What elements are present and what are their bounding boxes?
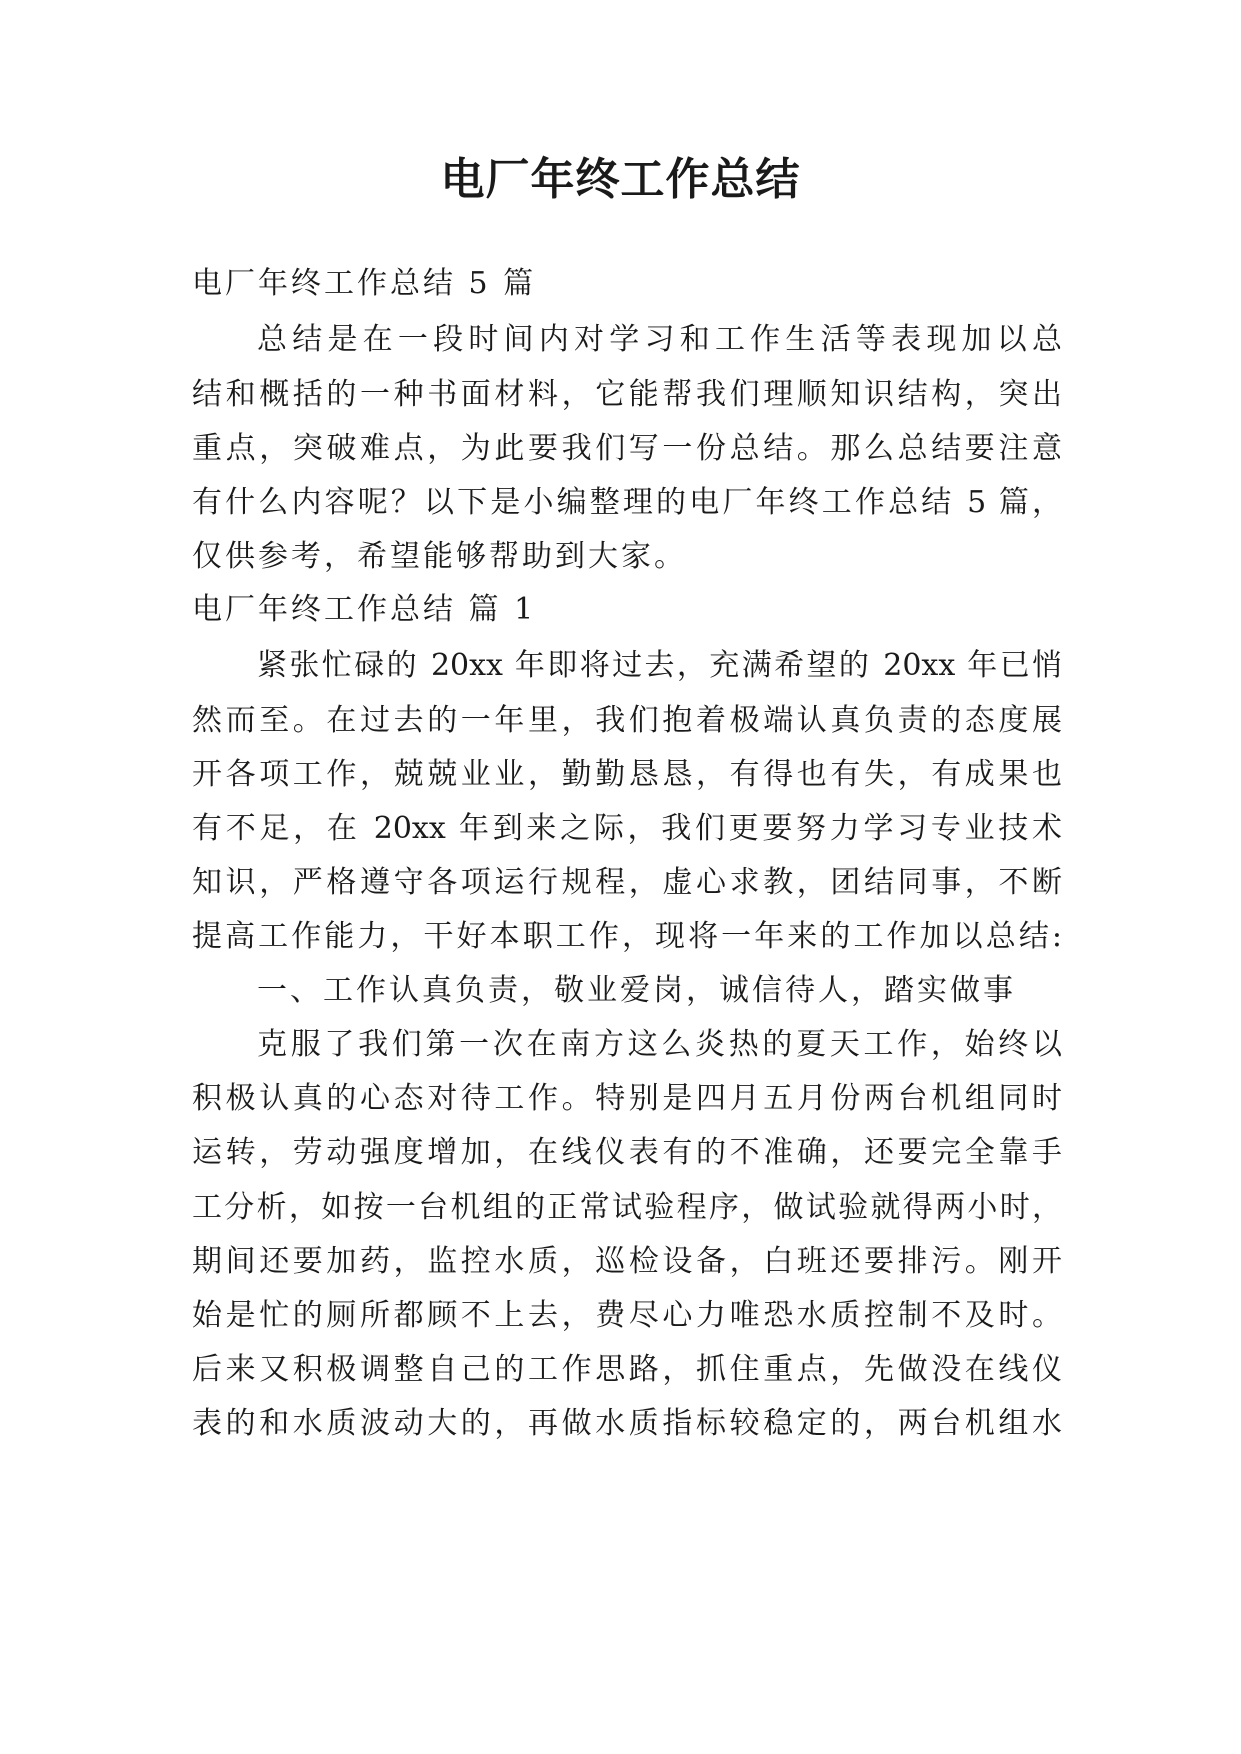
paragraph-line: 提高工作能力，干好本职工作，现将一年来的工作加以总结: (192, 919, 1062, 954)
paragraph-line: 总结是在一段时间内对学习和工作生活等表现加以总 (257, 322, 1062, 357)
paragraph-line: 积极认真的心态对待工作。特别是四月五月份两台机组同时 (192, 1081, 1062, 1116)
paragraph-line: 运转，劳动强度增加，在线仪表有的不准确，还要完全靠手 (192, 1135, 1062, 1170)
paragraph-line: 表的和水质波动大的，再做水质指标较稳定的，两台机组水 (192, 1406, 1062, 1441)
paragraph-line: 后来又积极调整自己的工作思路，抓住重点，先做没在线仪 (192, 1352, 1062, 1387)
paragraph-line: 期间还要加药，监控水质，巡检设备，白班还要排污。刚开 (192, 1244, 1062, 1279)
paragraph-line: 工分析，如按一台机组的正常试验程序，做试验就得两小时， (192, 1190, 1062, 1225)
subsection-heading: 一、工作认真负责，敬业爱岗，诚信待人，踏实做事 (257, 973, 1016, 1008)
paragraph-line: 仅供参考，希望能够帮助到大家。 (192, 539, 687, 574)
paragraph-line: 始是忙的厕所都顾不上去，费尽心力唯恐水质控制不及时。 (192, 1298, 1062, 1333)
paragraph-line: 紧张忙碌的 20xx 年即将过去，充满希望的 20xx 年已悄 (257, 648, 1062, 683)
paragraph-line: 重点，突破难点，为此要我们写一份总结。那么总结要注意 (192, 431, 1062, 466)
paragraph-line: 有什么内容呢？以下是小编整理的电厂年终工作总结 5 篇， (192, 485, 1062, 520)
paragraph-line: 然而至。在过去的一年里，我们抱着极端认真负责的态度展 (192, 703, 1062, 738)
document-title: 电厂年终工作总结 (440, 154, 801, 205)
paragraph-line: 克服了我们第一次在南方这么炎热的夏天工作，始终以 (257, 1027, 1062, 1062)
paragraph-line: 结和概括的一种书面材料，它能帮我们理顺知识结构，突出 (192, 377, 1062, 412)
paragraph-line: 知识，严格遵守各项运行规程，虚心求教，团结同事，不断 (192, 865, 1062, 900)
subtitle-line: 电厂年终工作总结 5 篇 (192, 266, 537, 301)
section-heading: 电厂年终工作总结 篇 1 (192, 592, 537, 627)
paragraph-line: 开各项工作，兢兢业业，勤勤恳恳，有得也有失，有成果也 (192, 757, 1062, 792)
paragraph-line: 有不足，在 20xx 年到来之际，我们更要努力学习专业技术 (192, 811, 1062, 846)
